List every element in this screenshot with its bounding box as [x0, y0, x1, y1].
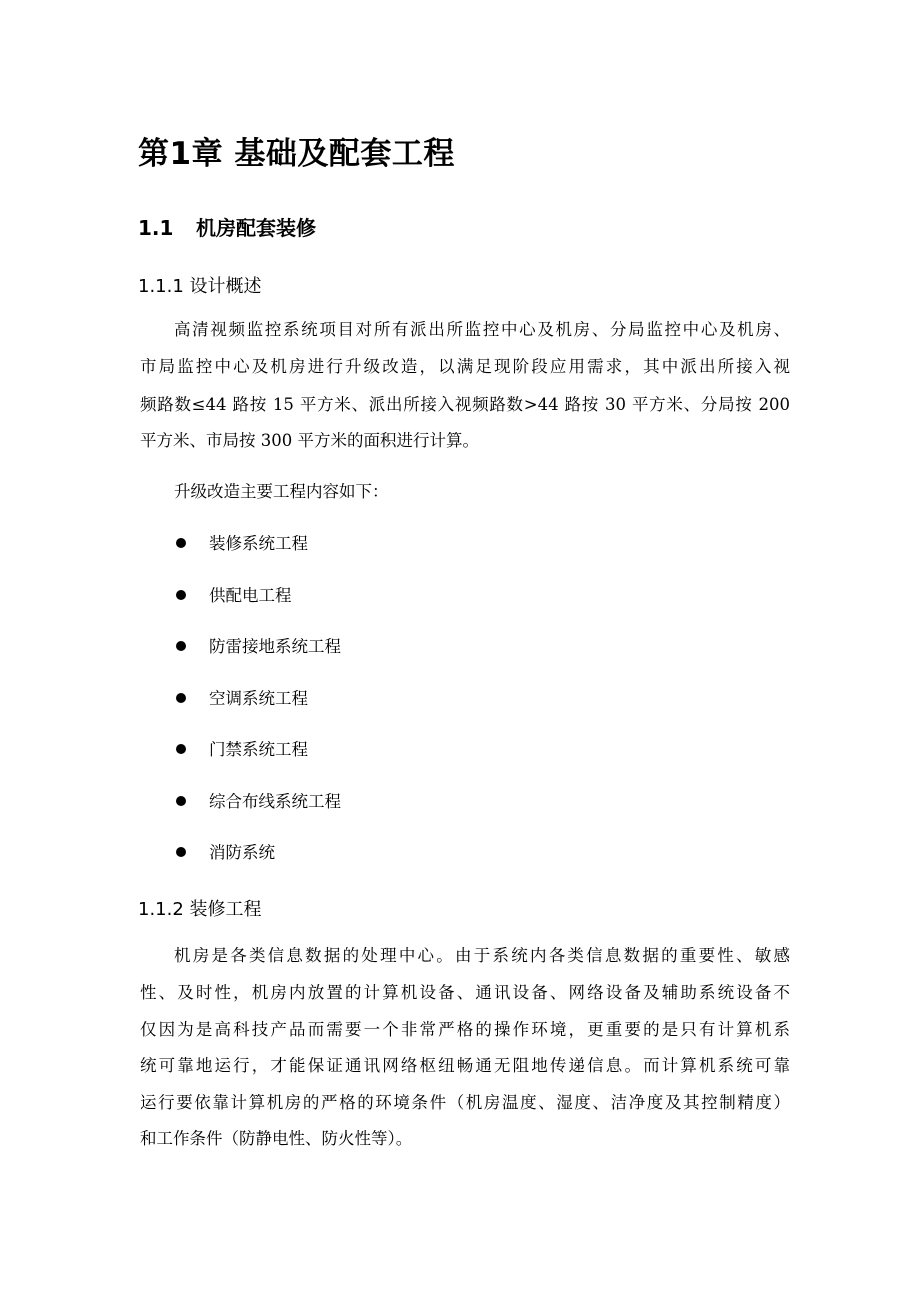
bullet-icon: [176, 590, 186, 600]
list-item: 供配电工程: [176, 585, 292, 607]
section-number: 1.1: [138, 216, 174, 240]
bullet-icon: [176, 796, 186, 806]
bullet-icon: [176, 744, 186, 754]
section-heading: [138, 212, 316, 241]
paragraph-line: 和工作条件（防静电性、防火性等）。: [140, 1129, 413, 1148]
section-title: 机房配套装修: [196, 216, 316, 240]
paragraph-line: 市局监控中心及机房进行升级改造，以满足现阶段应用需求，其中派出所接入视: [140, 357, 790, 376]
bullet-icon: [176, 693, 186, 703]
list-item: 综合布线系统工程: [176, 791, 341, 813]
list-item: 消防系统: [176, 842, 275, 864]
paragraph-line: 高清视频监控系统项目对所有派出所监控中心及机房、分局监控中心及机房、: [174, 320, 790, 339]
bullet-icon: [176, 847, 186, 857]
paragraph-line: 平方米、市局按 300 平方米的面积进行计算。: [140, 431, 479, 450]
list-intro: 升级改造主要工程内容如下：: [174, 482, 389, 501]
subsection-title-1-1-1: 1.1.1 设计概述: [138, 276, 262, 297]
list-item: 装修系统工程: [176, 533, 308, 555]
bullet-icon: [176, 641, 186, 651]
paragraph-line: 运行要依靠计算机房的严格的环境条件（机房温度、湿度、洁净度及其控制精度）: [140, 1093, 790, 1112]
bullet-icon: [176, 538, 186, 548]
paragraph-line: 频路数≤44 路按 15 平方米、派出所接入视频路数>44 路按 30 平方米、分局按 200: [140, 395, 790, 414]
paragraph-line: 仅因为是高科技产品而需要一个非常严格的操作环境，更重要的是只有计算机系: [140, 1020, 790, 1039]
paragraph-line: 性、及时性，机房内放置的计算机设备、通讯设备、网络设备及辅助系统设备不: [140, 983, 790, 1002]
subsection-title-1-1-2: 1.1.2 装修工程: [138, 899, 262, 920]
list-item: 空调系统工程: [176, 688, 308, 710]
list-item: 防雷接地系统工程: [176, 636, 341, 658]
paragraph-line: 机房是各类信息数据的处理中心。由于系统内各类信息数据的重要性、敏感: [174, 946, 790, 965]
paragraph-line: 统可靠地运行，才能保证通讯网络枢纽畅通无阻地传递信息。而计算机系统可靠: [140, 1056, 790, 1075]
chapter-title: 第1章 基础及配套工程: [138, 136, 455, 172]
list-item: 门禁系统工程: [176, 739, 308, 761]
